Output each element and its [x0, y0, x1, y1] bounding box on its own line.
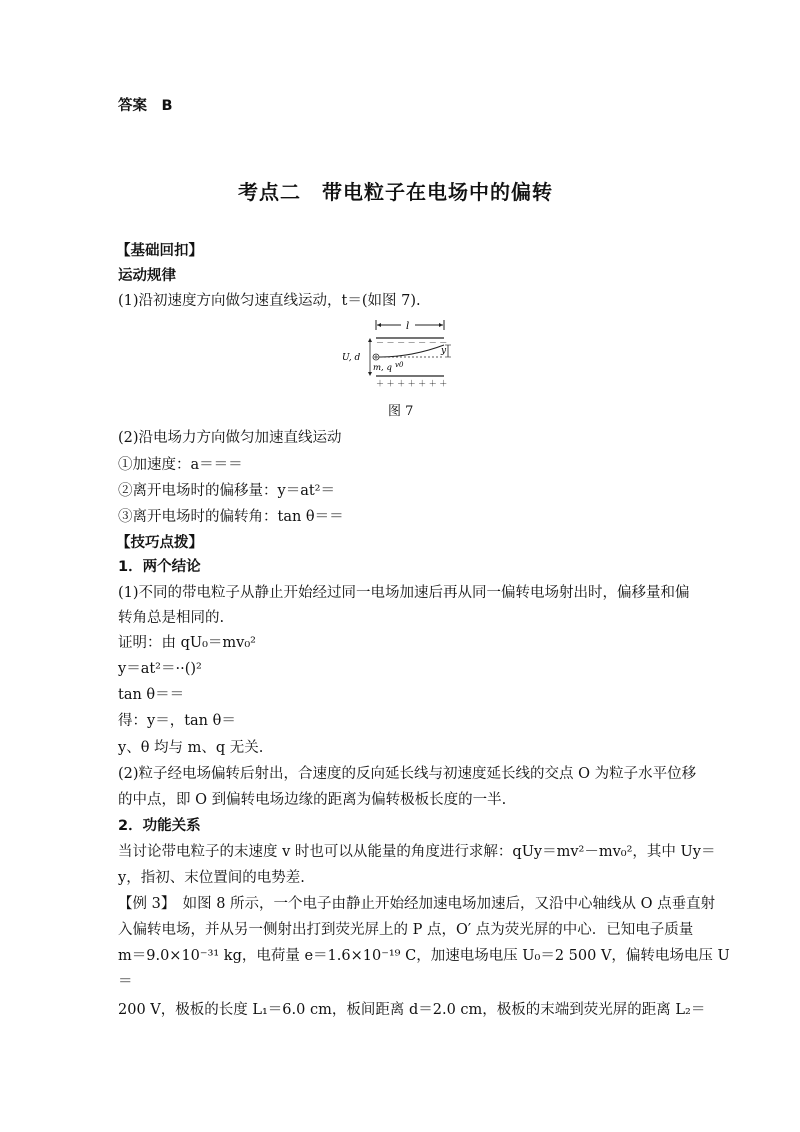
para-2-line-1: (2)粒子经电场偏转后射出，合速度的反向延长线与初速度延长线的交点 O 为粒子水平位移	[118, 766, 697, 782]
para-2-line-2: 的中点，即 O 到偏转电场边缘的距离为偏转极板长度的一半.	[118, 792, 507, 808]
label-l: l	[406, 321, 410, 332]
d-arrow-top	[368, 338, 372, 342]
proof-line-1: 证明：由 qU₀＝mv₀²	[118, 635, 256, 651]
para-1-line-2: 转角总是相同的.	[118, 610, 225, 626]
proof-line-3: tan θ＝＝	[118, 687, 185, 703]
item-1: (1)沿初速度方向做匀速直线运动，t＝(如图 7).	[118, 293, 421, 309]
item-2: (2)沿电场力方向做匀加速直线运动	[118, 430, 342, 446]
answer-line: 答案 B	[118, 98, 173, 114]
figure-7-caption: 图 7	[388, 404, 414, 419]
para-3-line-2: y，指初、末位置间的电势差.	[118, 870, 305, 886]
figure-7-diagram	[340, 316, 460, 394]
l-arrow-head-left	[377, 323, 381, 327]
para-3-line-1: 当讨论带电粒子的末速度 v 时也可以从能量的角度进行求解：qUy＝mv²－mv₀²，其中 Uy＝	[118, 844, 716, 860]
minus-charges: － － － － － － －	[376, 338, 448, 347]
item-2-3: ③离开电场时的偏转角：tan θ＝＝	[118, 509, 344, 525]
item-2-1: ①加速度：a＝＝＝	[118, 457, 243, 473]
label-mq: m, q	[373, 363, 392, 373]
heading-two-conclusions: 1．两个结论	[118, 559, 201, 575]
heading-energy-relation: 2．功能关系	[118, 818, 201, 834]
item-2-2: ②离开电场时的偏移量：y＝at²＝	[118, 483, 335, 499]
proof-line-5: y、θ 均与 m、q 无关.	[118, 740, 264, 756]
example-3-line-3: m＝9.0×10⁻³¹ kg，电荷量 e＝1.6×10⁻¹⁹ C，加速电场电压 U₀＝2 500 V，偏转电场电压 U	[118, 948, 730, 964]
motion-law-heading: 运动规律	[118, 268, 176, 284]
l-arrow-head-right	[439, 323, 443, 327]
skills-header: 【技巧点拨】	[116, 535, 203, 551]
proof-line-4: 得：y＝，tan θ＝	[118, 713, 236, 729]
label-ud: U, d	[342, 353, 361, 363]
example-3-line-2: 入偏转电场，并从另一侧射出打到荧光屏上的 P 点，O′ 点为荧光屏的中心．已知电子质量	[118, 922, 694, 938]
d-arrow-bottom	[368, 372, 372, 376]
example-3-line-5: 200 V，极板的长度 L₁＝6.0 cm，板间距离 d＝2.0 cm，极板的末端到荧光屏的距离 L₂＝	[118, 1002, 706, 1018]
label-v0: v0	[395, 361, 404, 369]
example-3-line-4: ＝	[118, 974, 133, 990]
plus-charges: ＋ ＋ ＋ ＋ ＋ ＋ ＋	[376, 379, 448, 388]
basics-header: 【基础回扣】	[116, 243, 203, 259]
para-1-line-1: (1)不同的带电粒子从静止开始经过同一电场加速后再从同一偏转电场射出时，偏移量和偏	[118, 585, 690, 601]
example-3-line-1: 【例 3】 如图 8 所示，一个电子由静止开始经加速电场加速后，又沿中心轴线从 O 点垂直射	[118, 896, 716, 912]
section-title: 考点二 带电粒子在电场中的偏转	[238, 180, 553, 204]
proof-line-2: y＝at²＝··()²	[118, 661, 202, 677]
label-y: y	[441, 346, 447, 356]
